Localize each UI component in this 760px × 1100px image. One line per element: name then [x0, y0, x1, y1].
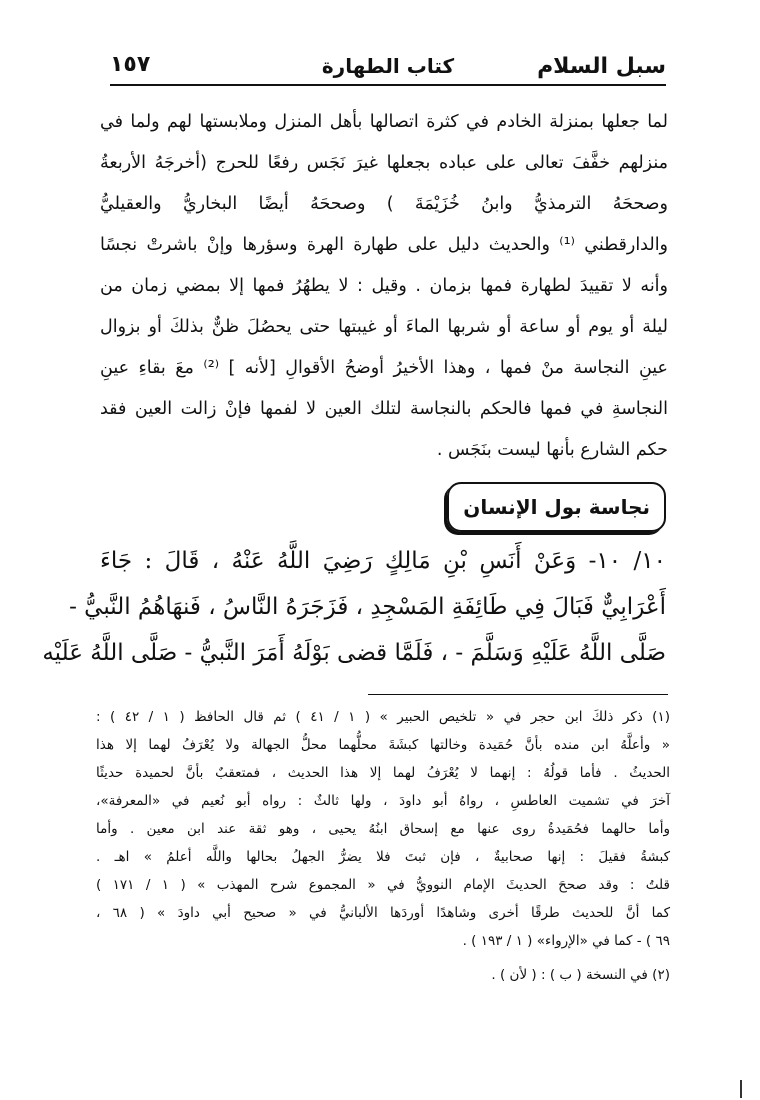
hadith-line: صَلَّى اللَّهُ عَلَيْهِ وَسَلَّمَ - ، فَلَمَّا قضى بَوْلَهُ أَمَرَ النَّبيُّ - صَلَّى اللَّهُ عَلَيْه [42, 640, 666, 666]
body-line: وصححَهُ الترمذيُّ وابنُ خُزَيْمَةَ ) وصححَهُ أيضًا البخاريُّ والعقيليُّ [100, 194, 668, 214]
hadith-line: أَعْرَابِيٌّ فَبَالَ فِي طَائِفَةِ المَسْجِدِ ، فَزَجَرَهُ النَّاسُ ، فَنهَاهُمُ النَّبيُّ - [69, 594, 666, 620]
section-heading: نجاسة بول الإنسان [447, 482, 666, 532]
footnote-line: وأما حالهما فحُمَيدةُ روى عنها مع إسحاق ابنُهُ يحيى ، وهو ثقة عند ابن معين . وأما [96, 821, 670, 837]
footnote-line: « وأعلَّهُ ابن منده بأنَّ حُمَيدة وخالتها كبشَةَ محلُّهما محلُّ الجهالة ولا يُعْرَفُ لهما إلا هذا [96, 737, 670, 753]
footnote-line: الحديثُ . فأما قولُهُ : إنهما لا يُعْرَفُ لهما إلا هذا الحديث ، فمتعقبٌ بأنَّ لحميدة حديثًا [96, 765, 670, 781]
running-header [110, 48, 666, 86]
book-title: سبل السلام [537, 54, 666, 79]
chapter-title: كتاب الطهارة [321, 54, 455, 78]
body-line: والدارقطني ⁽¹⁾ والحديث دليل على طهارة الهرة وسؤرها وإنْ باشرتْ نجسًا [100, 235, 669, 255]
body-line: لما جعلها بمنزلة الخادم في كثرة اتصالها بأهل المنزل وملابستها لهم ولما في [100, 112, 668, 132]
footnote-divider [368, 694, 668, 695]
commentary-text [100, 102, 668, 471]
body-line: النجاسةِ في فمها فالحكم بالنجاسة لتلك العين لا لفمها فإنْ زالت العين فقد [100, 399, 668, 419]
footnote-line: كبشةُ فقيلَ : إنها صحابيةٌ ، فإن ثبتَ فلا يضرُّ الجهلُ بحالها واللَّه أعلمُ » اهـ . [96, 849, 670, 865]
footnote-line: قلتُ : وقد صححَ الحديثَ الإمام النوويُّ في « المجموع شرح المهذب » ( ١ / ١٧١ ) [96, 877, 670, 893]
body-line: حكم الشارع بأنها ليست بنَجَس . [436, 440, 668, 460]
footnote-line: ٦٩ ) - كما في «الإرواء» ( ١ / ١٩٣ ) . [462, 933, 670, 949]
footnote-line: (١) ذكر ذلكَ ابن حجر في « تلخيص الحبير » ( ١ / ٤١ ) ثم قال الحافظ ( ١ / ٤٢ ) : [96, 709, 670, 725]
body-line: وأنه لا تقييدَ لطهارة فمها بزمان . وقيل : لا يطهُرُ فمها إلا بمضي زمان من [100, 276, 668, 296]
body-line: ليلة أو يوم أو ساعة أو شربها الماءَ أو غيبتها حتى يحصُلَ ظنٌّ بذلكَ أو بزوال [100, 317, 668, 337]
body-line: عينِ النجاسة منْ فمها ، وهذا الأخيرُ أوضحُ الأقوالِ [لأنه ] ⁽²⁾ معَ بقاءِ عينِ [100, 358, 668, 378]
body-line: منزلهم خفَّفَ تعالى على عباده بجعلها غيرَ نَجَس رفعًا للحرج (أخرجَهُ الأربعةُ [100, 153, 668, 173]
footnote-line: آخرَ في تشميت العاطسِ ، رواهُ أبو داودَ ، ولها ثالثٌ : رواه أبو نُعيم في «المعرفة»، [96, 793, 670, 809]
scan-edge-mark [740, 1080, 742, 1098]
hadith-text [42, 538, 666, 676]
footnotes [96, 703, 670, 989]
footnote-2: (٢) في النسخة ( ب ) : ( لأن ) . [491, 967, 670, 983]
page-number: ١٥٧ [110, 52, 151, 77]
hadith-line: ١٠/ ١٠- وَعَنْ أَنَسِ بْنِ مَالِكٍ رَضِيَ اللَّهُ عَنْهُ ، قَالَ : جَاءَ [100, 548, 666, 574]
footnote-line: كما أنَّ للحديث طرقًا أخرى وشاهدًا أوردَها الألبانيُّ في « صحيح أبي داودَ » ( ٦٨ ، [96, 905, 670, 921]
